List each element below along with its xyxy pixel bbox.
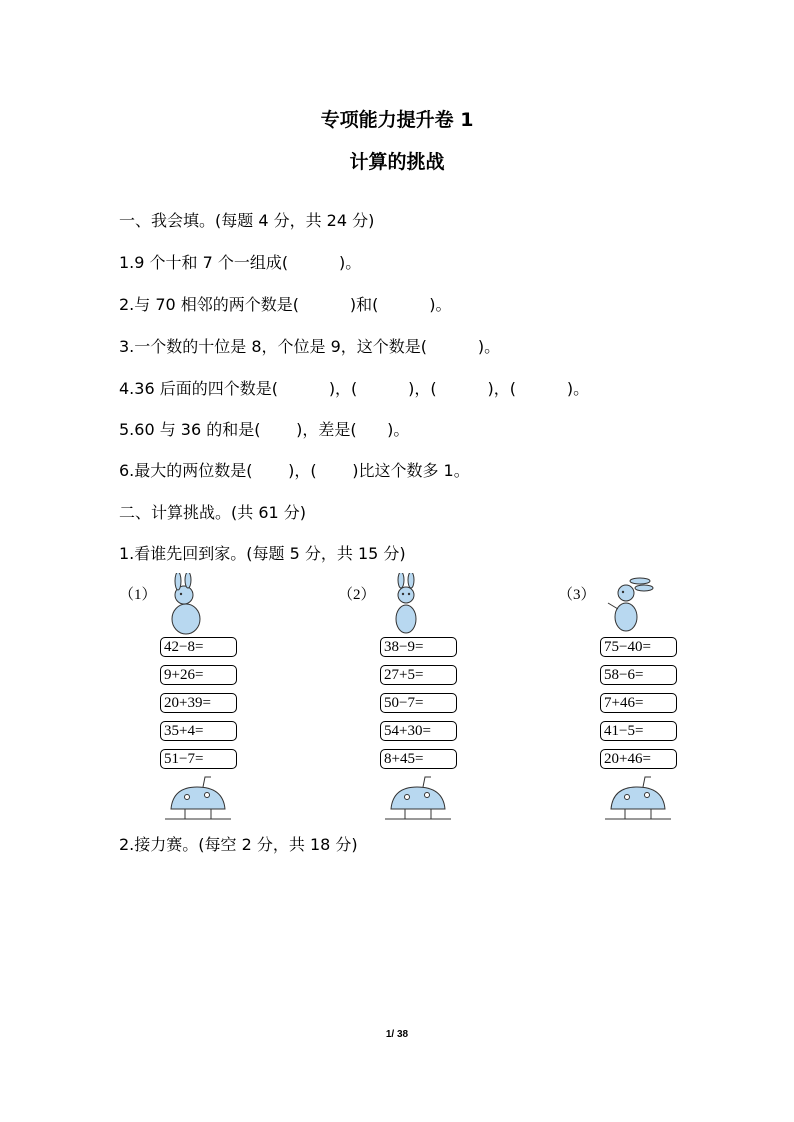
equation-box[interactable]: 50−7= [380,693,457,713]
equation-box[interactable]: 9+26= [160,665,237,685]
page-subtitle: 计算的挑战 [349,151,445,173]
question-1: 1.9 个十和 7 个一组成( )。 [119,253,362,272]
equation-box[interactable]: 20+46= [600,749,677,769]
section1-heading: 一、我会填。(每题 4 分，共 24 分) [119,211,375,230]
question-3: 3.一个数的十位是 8，个位是 9，这个数是( )。 [119,337,501,356]
question-6: 6.最大的两位数是( )，( )比这个数多 1。 [119,461,470,480]
subsection-2-heading: 2.接力赛。(每空 2 分，共 18 分) [119,835,358,854]
question-4: 4.36 后面的四个数是( )，( )，( )，( )。 [119,379,590,398]
equation-box[interactable]: 41−5= [600,721,677,741]
question-2: 2.与 70 相邻的两个数是( )和( )。 [119,295,452,314]
equation-box[interactable]: 8+45= [380,749,457,769]
equation-box[interactable]: 51−7= [160,749,237,769]
mushroom-house-icon [163,775,233,823]
equation-box[interactable]: 38−9= [380,637,457,657]
group-1-label: （1） [119,587,157,603]
mushroom-house-icon [603,775,673,823]
equation-box[interactable]: 7+46= [600,693,677,713]
equation-box[interactable]: 27+5= [380,665,457,685]
equation-box[interactable]: 20+39= [160,693,237,713]
question-5: 5.60 与 36 的和是( )，差是( )。 [119,420,410,439]
page-title: 专项能力提升卷 1 [320,109,474,131]
page-number: 1/ 38 [385,1029,409,1040]
rabbit-icon [600,573,660,637]
section2-heading: 二、计算挑战。(共 61 分) [119,503,307,522]
subsection-1-heading: 1.看谁先回到家。(每题 5 分，共 15 分) [119,544,406,563]
equation-box[interactable]: 54+30= [380,721,457,741]
equation-box[interactable]: 75−40= [600,637,677,657]
equation-box[interactable]: 42−8= [160,637,237,657]
group-2-label: （2） [338,587,376,603]
equation-box[interactable]: 35+4= [160,721,237,741]
rabbit-icon [380,573,432,637]
mushroom-house-icon [383,775,453,823]
group-3-label: （3） [558,587,596,603]
rabbit-icon [160,573,212,637]
equation-box[interactable]: 58−6= [600,665,677,685]
